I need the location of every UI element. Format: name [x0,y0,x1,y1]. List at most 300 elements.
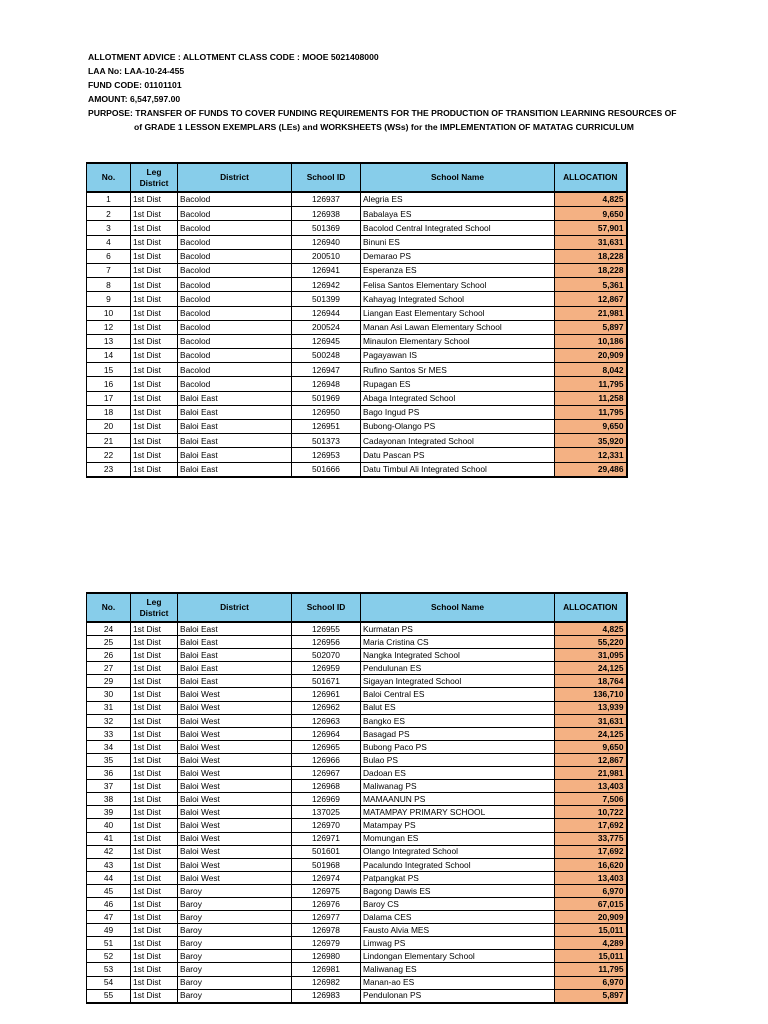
cell-allocation: 11,795 [555,405,627,419]
cell-school-id: 126983 [292,989,361,1003]
allotment-class-line: ALLOTMENT ADVICE : ALLOTMENT CLASS CODE : MOOE 5021408000 [88,52,379,62]
cell-leg-district: 1st Dist [131,334,178,348]
cell-no: 51 [87,937,131,950]
cell-leg-district: 1st Dist [131,462,178,477]
table-row [87,871,627,884]
cell-no: 43 [87,858,131,871]
cell-allocation: 8,042 [555,363,627,377]
cell-leg-district: 1st Dist [131,767,178,780]
cell-leg-district: 1st Dist [131,950,178,963]
cell-leg-district: 1st Dist [131,235,178,249]
cell-school-name: Pendulunan ES [361,662,555,675]
cell-no: 27 [87,662,131,675]
cell-district: Bacolod [178,363,292,377]
cell-school-name: Bago Ingud PS [361,405,555,419]
cell-school-name: Datu Pascan PS [361,448,555,462]
cell-district: Baloi East [178,462,292,477]
cell-leg-district: 1st Dist [131,192,178,207]
cell-district: Baroy [178,897,292,910]
cell-allocation: 13,403 [555,780,627,793]
table-row [87,976,627,989]
cell-school-name: Balut ES [361,701,555,714]
cell-leg-district: 1st Dist [131,221,178,235]
cell-district: Baloi West [178,845,292,858]
cell-leg-district: 1st Dist [131,292,178,306]
cell-leg-district: 1st Dist [131,897,178,910]
cell-district: Baloi West [178,806,292,819]
cell-school-name: Bulao PS [361,753,555,766]
cell-school-id: 126944 [292,306,361,320]
cell-school-name: Olango Integrated School [361,845,555,858]
cell-no: 8 [87,278,131,292]
cell-district: Baroy [178,884,292,897]
cell-school-name: Esperanza ES [361,263,555,277]
cell-leg-district: 1st Dist [131,391,178,405]
cell-school-id: 126955 [292,622,361,636]
table-row [87,884,627,897]
cell-school-id: 126963 [292,714,361,727]
cell-school-id: 126937 [292,192,361,207]
cell-no: 30 [87,688,131,701]
cell-no: 45 [87,884,131,897]
cell-district: Bacolod [178,377,292,391]
cell-leg-district: 1st Dist [131,434,178,448]
cell-leg-district: 1st Dist [131,976,178,989]
table-row [87,675,627,688]
cell-school-id: 126956 [292,636,361,649]
cell-no: 2 [87,207,131,221]
cell-leg-district: 1st Dist [131,688,178,701]
cell-allocation: 20,909 [555,911,627,924]
cell-no: 3 [87,221,131,235]
table-row [87,405,627,419]
cell-allocation: 11,258 [555,391,627,405]
cell-allocation: 18,228 [555,249,627,263]
cell-school-name: Manan Asi Lawan Elementary School [361,320,555,334]
cell-allocation: 24,125 [555,662,627,675]
cell-leg-district: 1st Dist [131,937,178,950]
cell-school-id: 502070 [292,649,361,662]
cell-allocation: 16,620 [555,858,627,871]
cell-allocation: 17,692 [555,819,627,832]
cell-allocation: 57,901 [555,221,627,235]
cell-school-name: Manan-ao ES [361,976,555,989]
cell-district: Baloi West [178,753,292,766]
cell-leg-district: 1st Dist [131,278,178,292]
cell-no: 49 [87,924,131,937]
purpose-line: PURPOSE: TRANSFER OF FUNDS TO COVER FUNDING REQUIREMENTS FOR THE PRODUCTION OF TRANSITION LEARNING RESOURCES OF [88,108,677,118]
cell-school-name: Datu Timbul Ali Integrated School [361,462,555,477]
cell-leg-district: 1st Dist [131,701,178,714]
cell-no: 12 [87,320,131,334]
cell-leg-district: 1st Dist [131,622,178,636]
cell-allocation: 12,867 [555,753,627,766]
cell-school-id: 126976 [292,897,361,910]
cell-no: 32 [87,714,131,727]
cell-leg-district: 1st Dist [131,753,178,766]
cell-district: Baloi West [178,767,292,780]
cell-district: Baloi West [178,780,292,793]
cell-leg-district: 1st Dist [131,714,178,727]
cell-school-id: 126966 [292,753,361,766]
cell-district: Baloi East [178,434,292,448]
cell-school-id: 137025 [292,806,361,819]
table-row [87,636,627,649]
cell-allocation: 9,650 [555,420,627,434]
cell-no: 9 [87,292,131,306]
table-row [87,845,627,858]
table-row [87,349,627,363]
cell-school-id: 126941 [292,263,361,277]
cell-school-id: 501601 [292,845,361,858]
cell-allocation: 136,710 [555,688,627,701]
table-row [87,662,627,675]
table-row [87,963,627,976]
table-row [87,278,627,292]
cell-no: 21 [87,434,131,448]
cell-school-name: Limwag PS [361,937,555,950]
cell-leg-district: 1st Dist [131,448,178,462]
cell-allocation: 5,897 [555,989,627,1003]
cell-district: Baloi East [178,448,292,462]
cell-allocation: 29,486 [555,462,627,477]
cell-no: 13 [87,334,131,348]
cell-district: Bacolod [178,263,292,277]
cell-school-id: 126942 [292,278,361,292]
cell-school-id: 126982 [292,976,361,989]
cell-school-id: 126977 [292,911,361,924]
cell-district: Bacolod [178,334,292,348]
cell-leg-district: 1st Dist [131,884,178,897]
allotment-header [88,50,677,134]
table-row [87,780,627,793]
laa-number-line: LAA No: LAA-10-24-455 [88,66,185,76]
cell-allocation: 11,795 [555,377,627,391]
cell-school-name: Rupagan ES [361,377,555,391]
col-header-leg-district: Leg District [131,163,178,192]
cell-district: Baloi West [178,858,292,871]
amount-line: AMOUNT: 6,547,597.00 [88,94,181,104]
cell-school-name: Binuni ES [361,235,555,249]
cell-allocation: 9,650 [555,207,627,221]
cell-district: Bacolod [178,278,292,292]
cell-school-id: 126970 [292,819,361,832]
cell-school-name: Cadayonan Integrated School [361,434,555,448]
cell-allocation: 9,650 [555,740,627,753]
cell-district: Bacolod [178,221,292,235]
cell-school-name: Maliwanag ES [361,963,555,976]
cell-allocation: 33,775 [555,832,627,845]
cell-allocation: 4,825 [555,192,627,207]
allocation-table-2 [86,592,628,1004]
cell-allocation: 10,722 [555,806,627,819]
cell-school-id: 200524 [292,320,361,334]
table-row [87,819,627,832]
cell-district: Baroy [178,976,292,989]
cell-leg-district: 1st Dist [131,740,178,753]
cell-no: 1 [87,192,131,207]
col-header-allocation: ALLOCATION [555,163,627,192]
cell-district: Baloi West [178,688,292,701]
cell-school-name: Pendulonan PS [361,989,555,1003]
cell-leg-district: 1st Dist [131,636,178,649]
cell-school-id: 126950 [292,405,361,419]
cell-school-id: 126962 [292,701,361,714]
cell-leg-district: 1st Dist [131,306,178,320]
cell-school-name: Patpangkat PS [361,871,555,884]
cell-district: Baloi East [178,662,292,675]
cell-district: Baroy [178,937,292,950]
cell-district: Baroy [178,989,292,1003]
cell-no: 6 [87,249,131,263]
table-row [87,649,627,662]
cell-leg-district: 1st Dist [131,819,178,832]
table-row [87,434,627,448]
table-body [87,192,627,477]
col-header-school-name: School Name [361,593,555,622]
table-header-row [87,593,627,622]
cell-allocation: 5,897 [555,320,627,334]
table-row [87,391,627,405]
cell-school-name: MATAMPAY PRIMARY SCHOOL [361,806,555,819]
table-row [87,701,627,714]
table-row [87,235,627,249]
cell-no: 31 [87,701,131,714]
cell-district: Baroy [178,924,292,937]
table-row [87,377,627,391]
cell-school-name: Felisa Santos Elementary School [361,278,555,292]
table-body [87,622,627,1003]
cell-allocation: 12,331 [555,448,627,462]
table-row [87,714,627,727]
cell-school-id: 501369 [292,221,361,235]
cell-district: Baloi West [178,740,292,753]
cell-allocation: 21,981 [555,306,627,320]
cell-district: Bacolod [178,292,292,306]
cell-no: 42 [87,845,131,858]
cell-allocation: 12,867 [555,292,627,306]
col-header-district: District [178,593,292,622]
table-row [87,363,627,377]
cell-no: 16 [87,377,131,391]
cell-leg-district: 1st Dist [131,806,178,819]
cell-no: 38 [87,793,131,806]
cell-school-name: Nangka Integrated School [361,649,555,662]
cell-school-name: Momungan ES [361,832,555,845]
cell-allocation: 15,011 [555,924,627,937]
cell-no: 39 [87,806,131,819]
cell-district: Baloi East [178,405,292,419]
cell-district: Bacolod [178,192,292,207]
table-row [87,806,627,819]
cell-school-name: Dalama CES [361,911,555,924]
cell-school-id: 500248 [292,349,361,363]
cell-school-id: 126938 [292,207,361,221]
table-row [87,320,627,334]
cell-no: 34 [87,740,131,753]
cell-leg-district: 1st Dist [131,662,178,675]
table-row [87,753,627,766]
cell-school-name: Kahayag Integrated School [361,292,555,306]
cell-school-id: 126948 [292,377,361,391]
cell-allocation: 5,361 [555,278,627,292]
cell-no: 33 [87,727,131,740]
cell-allocation: 35,920 [555,434,627,448]
cell-leg-district: 1st Dist [131,924,178,937]
cell-allocation: 7,506 [555,793,627,806]
cell-allocation: 4,825 [555,622,627,636]
cell-leg-district: 1st Dist [131,349,178,363]
table-row [87,249,627,263]
cell-district: Baloi East [178,636,292,649]
cell-district: Bacolod [178,306,292,320]
cell-leg-district: 1st Dist [131,832,178,845]
cell-school-id: 126953 [292,448,361,462]
cell-allocation: 67,015 [555,897,627,910]
cell-district: Baloi East [178,622,292,636]
cell-school-name: Babalaya ES [361,207,555,221]
cell-leg-district: 1st Dist [131,405,178,419]
cell-no: 20 [87,420,131,434]
cell-school-id: 126974 [292,871,361,884]
table-row [87,462,627,477]
cell-school-id: 126964 [292,727,361,740]
table-row [87,793,627,806]
cell-school-name: Demarao PS [361,249,555,263]
cell-school-name: MAMAANUN PS [361,793,555,806]
cell-leg-district: 1st Dist [131,320,178,334]
col-header-no: No. [87,163,131,192]
cell-no: 35 [87,753,131,766]
cell-no: 29 [87,675,131,688]
cell-school-id: 501968 [292,858,361,871]
cell-leg-district: 1st Dist [131,263,178,277]
cell-no: 17 [87,391,131,405]
cell-district: Baloi West [178,793,292,806]
cell-school-id: 501373 [292,434,361,448]
cell-leg-district: 1st Dist [131,675,178,688]
cell-school-id: 501671 [292,675,361,688]
cell-district: Baloi West [178,871,292,884]
cell-school-id: 501399 [292,292,361,306]
cell-leg-district: 1st Dist [131,420,178,434]
cell-school-id: 126967 [292,767,361,780]
cell-allocation: 24,125 [555,727,627,740]
cell-allocation: 31,631 [555,235,627,249]
cell-school-name: Bagong Dawis ES [361,884,555,897]
cell-school-name: Maliwanag PS [361,780,555,793]
table-row [87,192,627,207]
cell-school-id: 126968 [292,780,361,793]
cell-leg-district: 1st Dist [131,207,178,221]
cell-no: 22 [87,448,131,462]
cell-district: Baloi East [178,649,292,662]
cell-leg-district: 1st Dist [131,727,178,740]
table-row [87,221,627,235]
cell-no: 47 [87,911,131,924]
cell-district: Baloi East [178,391,292,405]
cell-school-name: Bangko ES [361,714,555,727]
cell-school-id: 501666 [292,462,361,477]
cell-allocation: 6,970 [555,884,627,897]
cell-allocation: 21,981 [555,767,627,780]
table-row [87,858,627,871]
cell-allocation: 17,692 [555,845,627,858]
cell-school-id: 126961 [292,688,361,701]
cell-school-name: Bubong-Olango PS [361,420,555,434]
cell-school-name: Bacolod Central Integrated School [361,221,555,235]
cell-school-id: 126978 [292,924,361,937]
table-row [87,727,627,740]
cell-no: 54 [87,976,131,989]
table-header-row [87,163,627,192]
cell-no: 10 [87,306,131,320]
fund-code-line: FUND CODE: 01101101 [88,80,182,90]
col-header-district: District [178,163,292,192]
table-row [87,950,627,963]
table-row [87,924,627,937]
cell-no: 55 [87,989,131,1003]
cell-allocation: 10,186 [555,334,627,348]
cell-school-id: 126980 [292,950,361,963]
cell-district: Baroy [178,950,292,963]
cell-district: Baloi West [178,701,292,714]
cell-district: Baloi East [178,675,292,688]
cell-district: Bacolod [178,235,292,249]
cell-district: Baloi West [178,832,292,845]
table-row [87,937,627,950]
cell-school-name: Fausto Alvia MES [361,924,555,937]
cell-leg-district: 1st Dist [131,858,178,871]
cell-no: 15 [87,363,131,377]
cell-school-id: 126947 [292,363,361,377]
cell-no: 23 [87,462,131,477]
table-row [87,740,627,753]
cell-school-name: Rufino Santos Sr MES [361,363,555,377]
cell-district: Baloi West [178,819,292,832]
cell-district: Baloi West [178,714,292,727]
cell-school-name: Sigayan Integrated School [361,675,555,688]
cell-allocation: 11,795 [555,963,627,976]
cell-district: Baroy [178,963,292,976]
cell-no: 18 [87,405,131,419]
cell-school-name: Lindongan Elementary School [361,950,555,963]
table-row [87,207,627,221]
cell-no: 25 [87,636,131,649]
purpose-continuation-line: of GRADE 1 LESSON EXEMPLARS (LEs) and WORKSHEETS (WSs) for the IMPLEMENTATION OF MATATAG CURRICULUM [134,122,634,132]
table-row [87,989,627,1003]
cell-school-id: 126965 [292,740,361,753]
cell-school-id: 126975 [292,884,361,897]
cell-school-id: 126981 [292,963,361,976]
cell-no: 37 [87,780,131,793]
table-row [87,688,627,701]
cell-school-id: 200510 [292,249,361,263]
cell-leg-district: 1st Dist [131,780,178,793]
cell-leg-district: 1st Dist [131,989,178,1003]
cell-no: 7 [87,263,131,277]
cell-school-name: Baloi Central ES [361,688,555,701]
col-header-school-id: School ID [292,163,361,192]
cell-no: 46 [87,897,131,910]
cell-school-name: Pacalundo Integrated School [361,858,555,871]
table-row [87,767,627,780]
col-header-school-id: School ID [292,593,361,622]
cell-school-id: 126951 [292,420,361,434]
cell-allocation: 13,939 [555,701,627,714]
cell-school-name: Liangan East Elementary School [361,306,555,320]
cell-school-name: Abaga Integrated School [361,391,555,405]
